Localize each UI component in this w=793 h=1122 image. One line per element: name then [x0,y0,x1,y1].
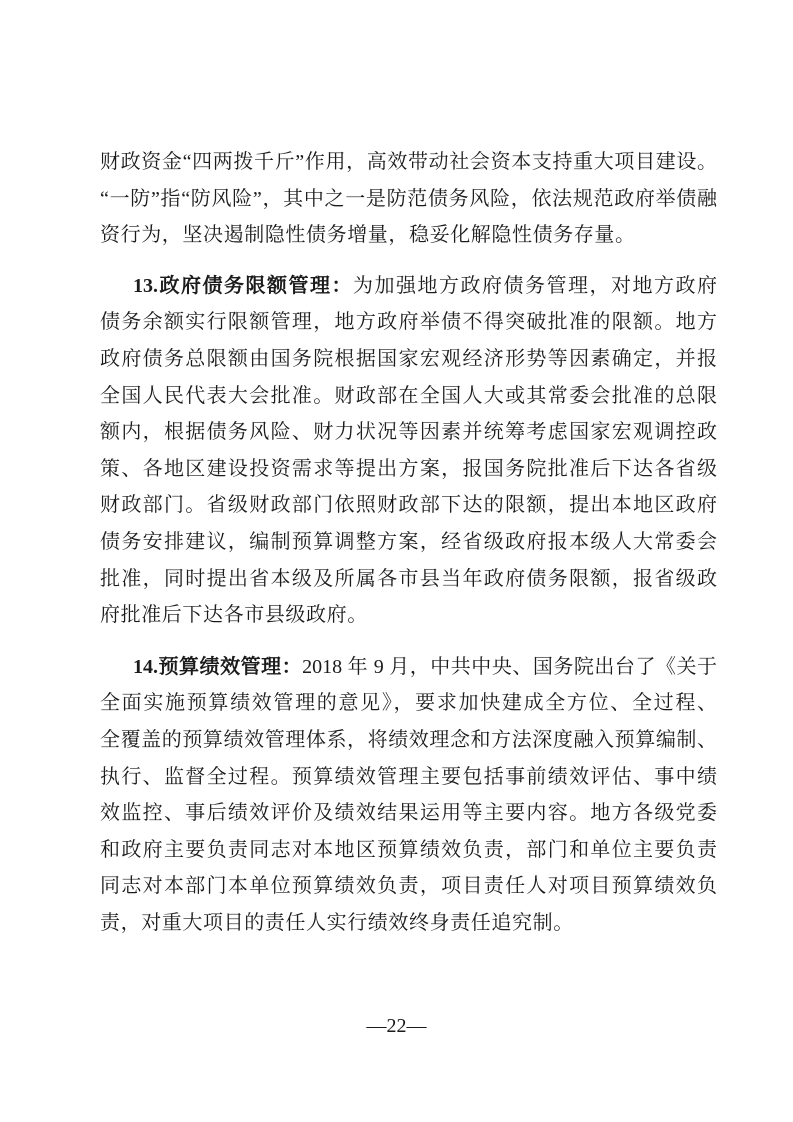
text-line: 责，对重大项目的责任人实行绩效终身责任追究制。 [100,911,574,934]
text-run: 2018 年 9 月，中共中央、国务院出台了《关于 [302,655,717,678]
text-line: 策、各地区建设投资需求等提出方案，报国务院批准后下达各省级 [100,457,717,480]
page-number: —22— [366,1015,427,1037]
text-line: 政府债务总限额由国务院根据国家宏观经济形势等因素确定，并报 [100,347,717,370]
text-line: 执行、监督全过程。预算绩效管理主要包括事前绩效评估、事中绩 [100,765,717,788]
text-line: 债务余额实行限额管理，地方政府举债不得突破批准的限额。地方 [100,311,717,334]
text-line: 府批准后下达各市县级政府。 [100,604,368,627]
text-line: 全国人民代表大会批准。财政部在全国人大或其常委会批准的总限 [100,384,717,407]
text-line: 同志对本部门本单位预算绩效负责，项目责任人对项目预算绩效负 [100,875,717,898]
text-line: 批准，同时提出省本级及所属各市县当年政府债务限额，报省级政 [100,567,717,590]
text-line: 效监控、事后绩效评价及绩效结果运用等主要内容。地方各级党委 [100,802,717,825]
paragraph-13-debt-limit [100,268,717,634]
text-line: 债务安排建议，编制预算调整方案，经省级政府报本级人大常委会 [100,530,717,553]
paragraph-14-budget-performance [100,649,717,942]
text-run: 为加强地方政府债务管理，对地方政府 [353,274,717,297]
text-line: 和政府主要负责同志对本地区预算绩效负责，部门和单位主要负责 [100,838,717,861]
text-line: 全覆盖的预算绩效管理体系，将绩效理念和方法深度融入预算编制、 [100,728,717,751]
page-footer [0,1013,793,1039]
text-line: 额内，根据债务风险、财力状况等因素并统筹考虑国家宏观调控政 [100,421,717,444]
paragraph-14-heading: 14.预算绩效管理： [133,655,303,678]
text-line: 资行为，坚决遏制隐性债务增量，稳妥化解隐性债务存量。 [100,224,636,247]
paragraph-13-heading: 13.政府债务限额管理： [133,274,353,297]
text-line: “一防”指“防风险”，其中之一是防范债务风险，依法规范政府举债融 [100,187,717,210]
text-line [100,649,717,686]
text-line: 全面实施预算绩效管理的意见》，要求加快建成全方位、全过程、 [100,692,717,715]
document-body [100,144,717,941]
text-line: 财政资金“四两拨千斤”作用，高效带动社会资本支持重大项目建设。 [100,151,717,173]
text-line [100,268,717,305]
paragraph-continuation [100,144,717,254]
text-line: 财政部门。省级财政部门依照财政部下达的限额，提出本地区政府 [100,494,717,517]
